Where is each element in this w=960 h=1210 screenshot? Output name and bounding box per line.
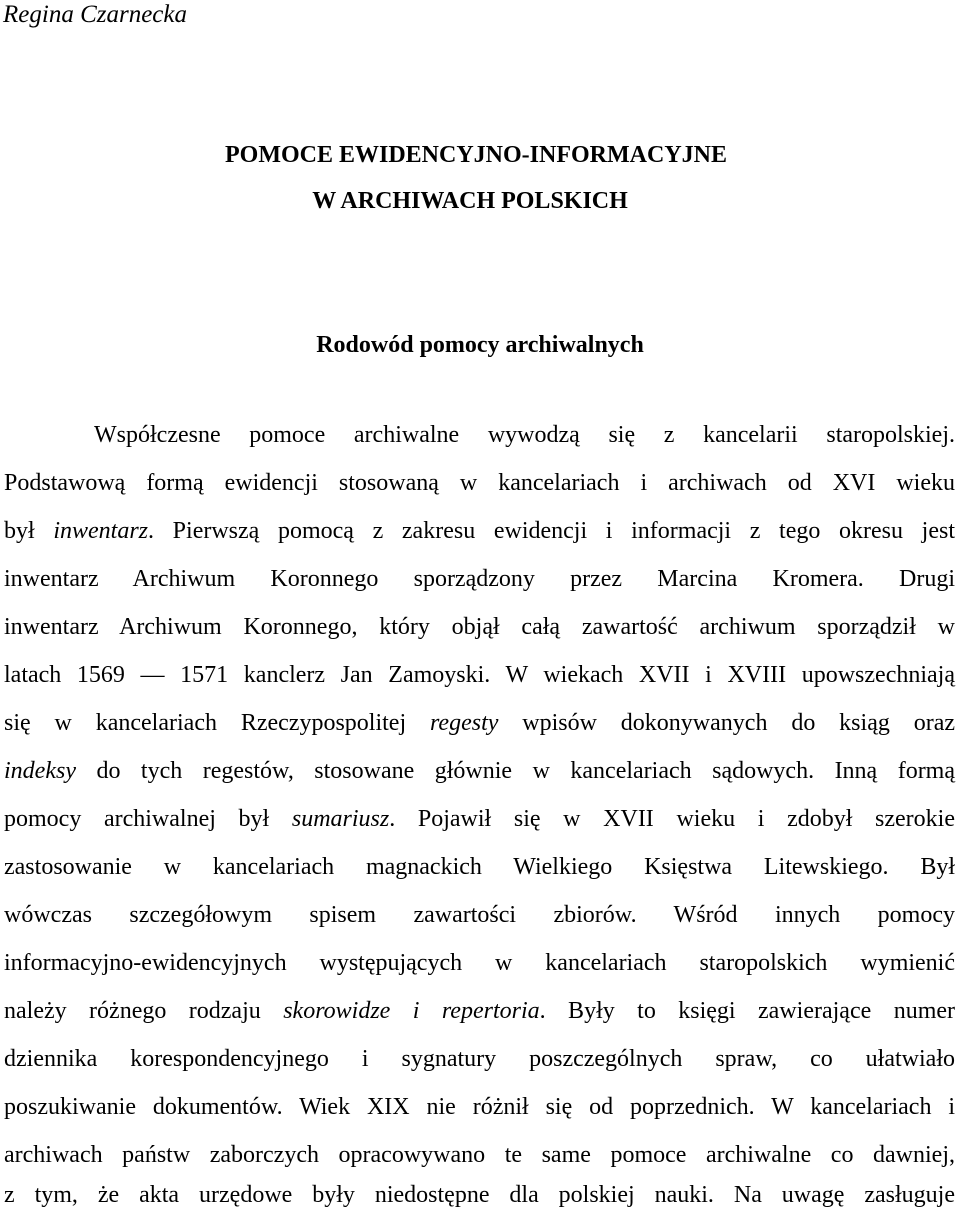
italic-term-regesty: regesty (429, 710, 499, 736)
paragraph-line: Podstawową formą ewidencji stosowaną w kancelariach i archiwach od XVI wieku (4, 470, 955, 496)
paragraph-line: informacyjno-ewidencyjnych występujących w kancelariach staropolskich wymienić (4, 950, 955, 976)
text-run: wpisów dokonywanych do ksiąg oraz (498, 710, 956, 736)
paragraph-line: z tym, że akta urzędowe były niedostępne dla polskiej nauki. Na uwagę zasługuje (4, 1182, 955, 1208)
paragraph-line (4, 708, 955, 738)
text-run: do tych regestów, stosowane głównie w kancelariach sądowych. Inną formą (75, 758, 955, 784)
italic-term-skorowidze: skorowidze i repertoria (283, 998, 540, 1024)
paragraph-line: poszukiwanie dokumentów. Wiek XIX nie różnił się od poprzednich. W kancelariach i (4, 1094, 955, 1120)
text-run: . Były to księgi zawierające numer (539, 998, 956, 1024)
document-title-line-2: W ARCHIWACH POLSKICH (312, 188, 628, 214)
text-run: był (4, 518, 54, 544)
paragraph-line: zastosowanie w kancelariach magnackich Wielkiego Księstwa Litewskiego. Był (4, 854, 955, 880)
paragraph-line: latach 1569 — 1571 kanclerz Jan Zamoyski. W wiekach XVII i XVIII upowszechniają (4, 662, 955, 688)
paragraph-line: archiwach państw zaborczych opracowywano te same pomoce archiwalne co dawniej, (4, 1142, 955, 1168)
paragraph-line: wówczas szczegółowym spisem zawartości zbiorów. Wśród innych pomocy (4, 902, 955, 928)
text-run: należy różnego rodzaju (4, 998, 284, 1024)
paragraph-line (4, 756, 955, 786)
paragraph-line (4, 516, 955, 546)
author-name: Regina Czarnecka (3, 1, 187, 28)
paragraph-line: dziennika korespondencyjnego i sygnatury poszczególnych spraw, co ułatwiało (4, 1046, 955, 1072)
paragraph-line (4, 996, 955, 1026)
text-run: pomocy archiwalnej był (4, 806, 292, 832)
paragraph-line (4, 804, 955, 834)
italic-term-inwentarz: inwentarz (53, 518, 149, 544)
italic-term-sumariusz: sumariusz (291, 806, 390, 832)
section-heading: Rodowód pomocy archiwalnych (316, 332, 644, 358)
document-title-line-1: POMOCE EWIDENCYJNO-INFORMACYJNE (225, 142, 727, 168)
text-run: . Pierwszą pomocą z zakresu ewidencji i informacji z tego okresu jest (148, 518, 955, 544)
italic-term-indeksy: indeksy (4, 758, 76, 784)
text-run: . Pojawił się w XVII wieku i zdobył szerokie (389, 806, 955, 832)
paragraph-line: inwentarz Archiwum Koronnego sporządzony przez Marcina Kromera. Drugi (4, 566, 955, 592)
paragraph-line: Współczesne pomoce archiwalne wywodzą się z kancelarii staropolskiej. (94, 422, 955, 448)
paragraph-line: inwentarz Archiwum Koronnego, który objął całą zawartość archiwum sporządził w (4, 614, 955, 640)
text-run: się w kancelariach Rzeczypospolitej (4, 710, 430, 736)
